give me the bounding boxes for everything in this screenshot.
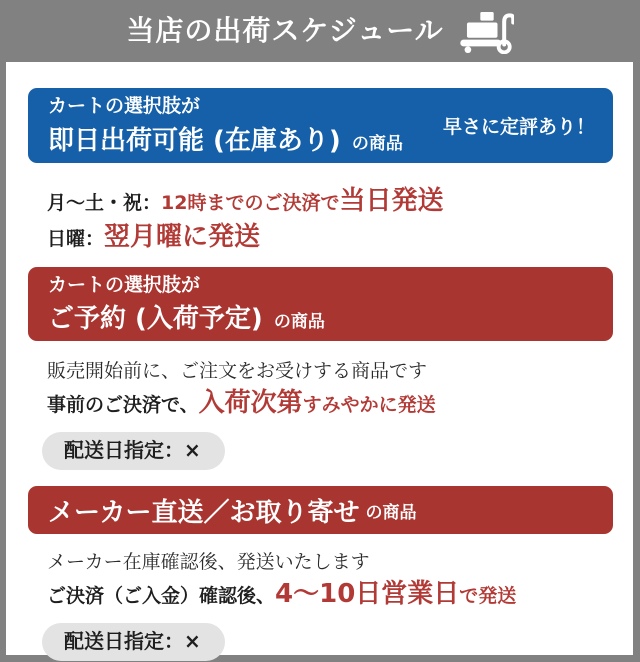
direct-desc: [47, 548, 613, 577]
rule-sunday-highlight: 翌月曜に発送: [104, 222, 261, 252]
direct-rule-label: ご決済（ご入金）確認後、: [47, 585, 276, 607]
hand-truck-icon: [460, 12, 514, 54]
banner-preorder-text: [48, 273, 325, 336]
preorder-rules: [47, 357, 613, 423]
preorder-rule-detail: すみやかに発送: [302, 394, 436, 416]
rule-sunday: [47, 220, 613, 257]
banner-suffix: の商品: [351, 133, 403, 154]
rule-weekday-highlight: 当日発送: [339, 186, 444, 216]
rule-weekday-detail: 12時までのご決済で: [161, 192, 340, 214]
direct-rule-highlight: 4〜10日営業日: [275, 579, 460, 609]
banner-line1: カートの選択肢が: [48, 95, 201, 118]
delivery-date-badge: 配送日指定：×: [42, 432, 225, 470]
direct-rules: [47, 548, 613, 614]
preorder-rule-label: 事前のご決済で、: [47, 394, 199, 416]
same-day-rules: [47, 185, 613, 257]
direct-desc-text: メーカー在庫確認後、発送いたします: [47, 551, 370, 573]
delivery-date-badge: 配送日指定：×: [42, 623, 225, 661]
banner-preorder: [28, 267, 613, 341]
direct-rule-detail: で発送: [459, 585, 517, 607]
rule-weekday-label: 月〜土・祝：: [47, 192, 162, 214]
banner-main-label: 即日出荷可能 (在庫あり): [48, 125, 341, 156]
banner-suffix: の商品: [365, 502, 417, 523]
banner-direct: [28, 486, 613, 534]
banner-same-day: [28, 88, 613, 163]
preorder-desc-text: 販売開始前に、ご注文をお受けする商品です: [47, 360, 428, 382]
preorder-shipping-rule: [47, 386, 613, 423]
preorder-rule-highlight: 入荷次第: [198, 388, 303, 418]
rule-weekday: [47, 185, 613, 220]
banner-suffix: の商品: [273, 312, 325, 333]
rule-sunday-label: 日曜：: [47, 228, 105, 250]
banner-main-label: ご予約 (入荷予定): [48, 304, 263, 335]
preorder-desc: [47, 357, 613, 386]
content-panel: [6, 62, 633, 655]
banner-line2: [48, 298, 325, 335]
banner-same-day-text: [48, 94, 403, 157]
banner-main-label: メーカー直送／お取り寄せ: [48, 497, 360, 528]
direct-shipping-rule: [47, 577, 613, 614]
header: [0, 0, 640, 62]
banner-side-note: 早さに定評あり！: [442, 116, 595, 138]
banner-line2: [48, 120, 403, 157]
page-title: 当店の出荷スケジュール: [126, 14, 444, 47]
banner-line1: カートの選択肢が: [48, 273, 201, 296]
